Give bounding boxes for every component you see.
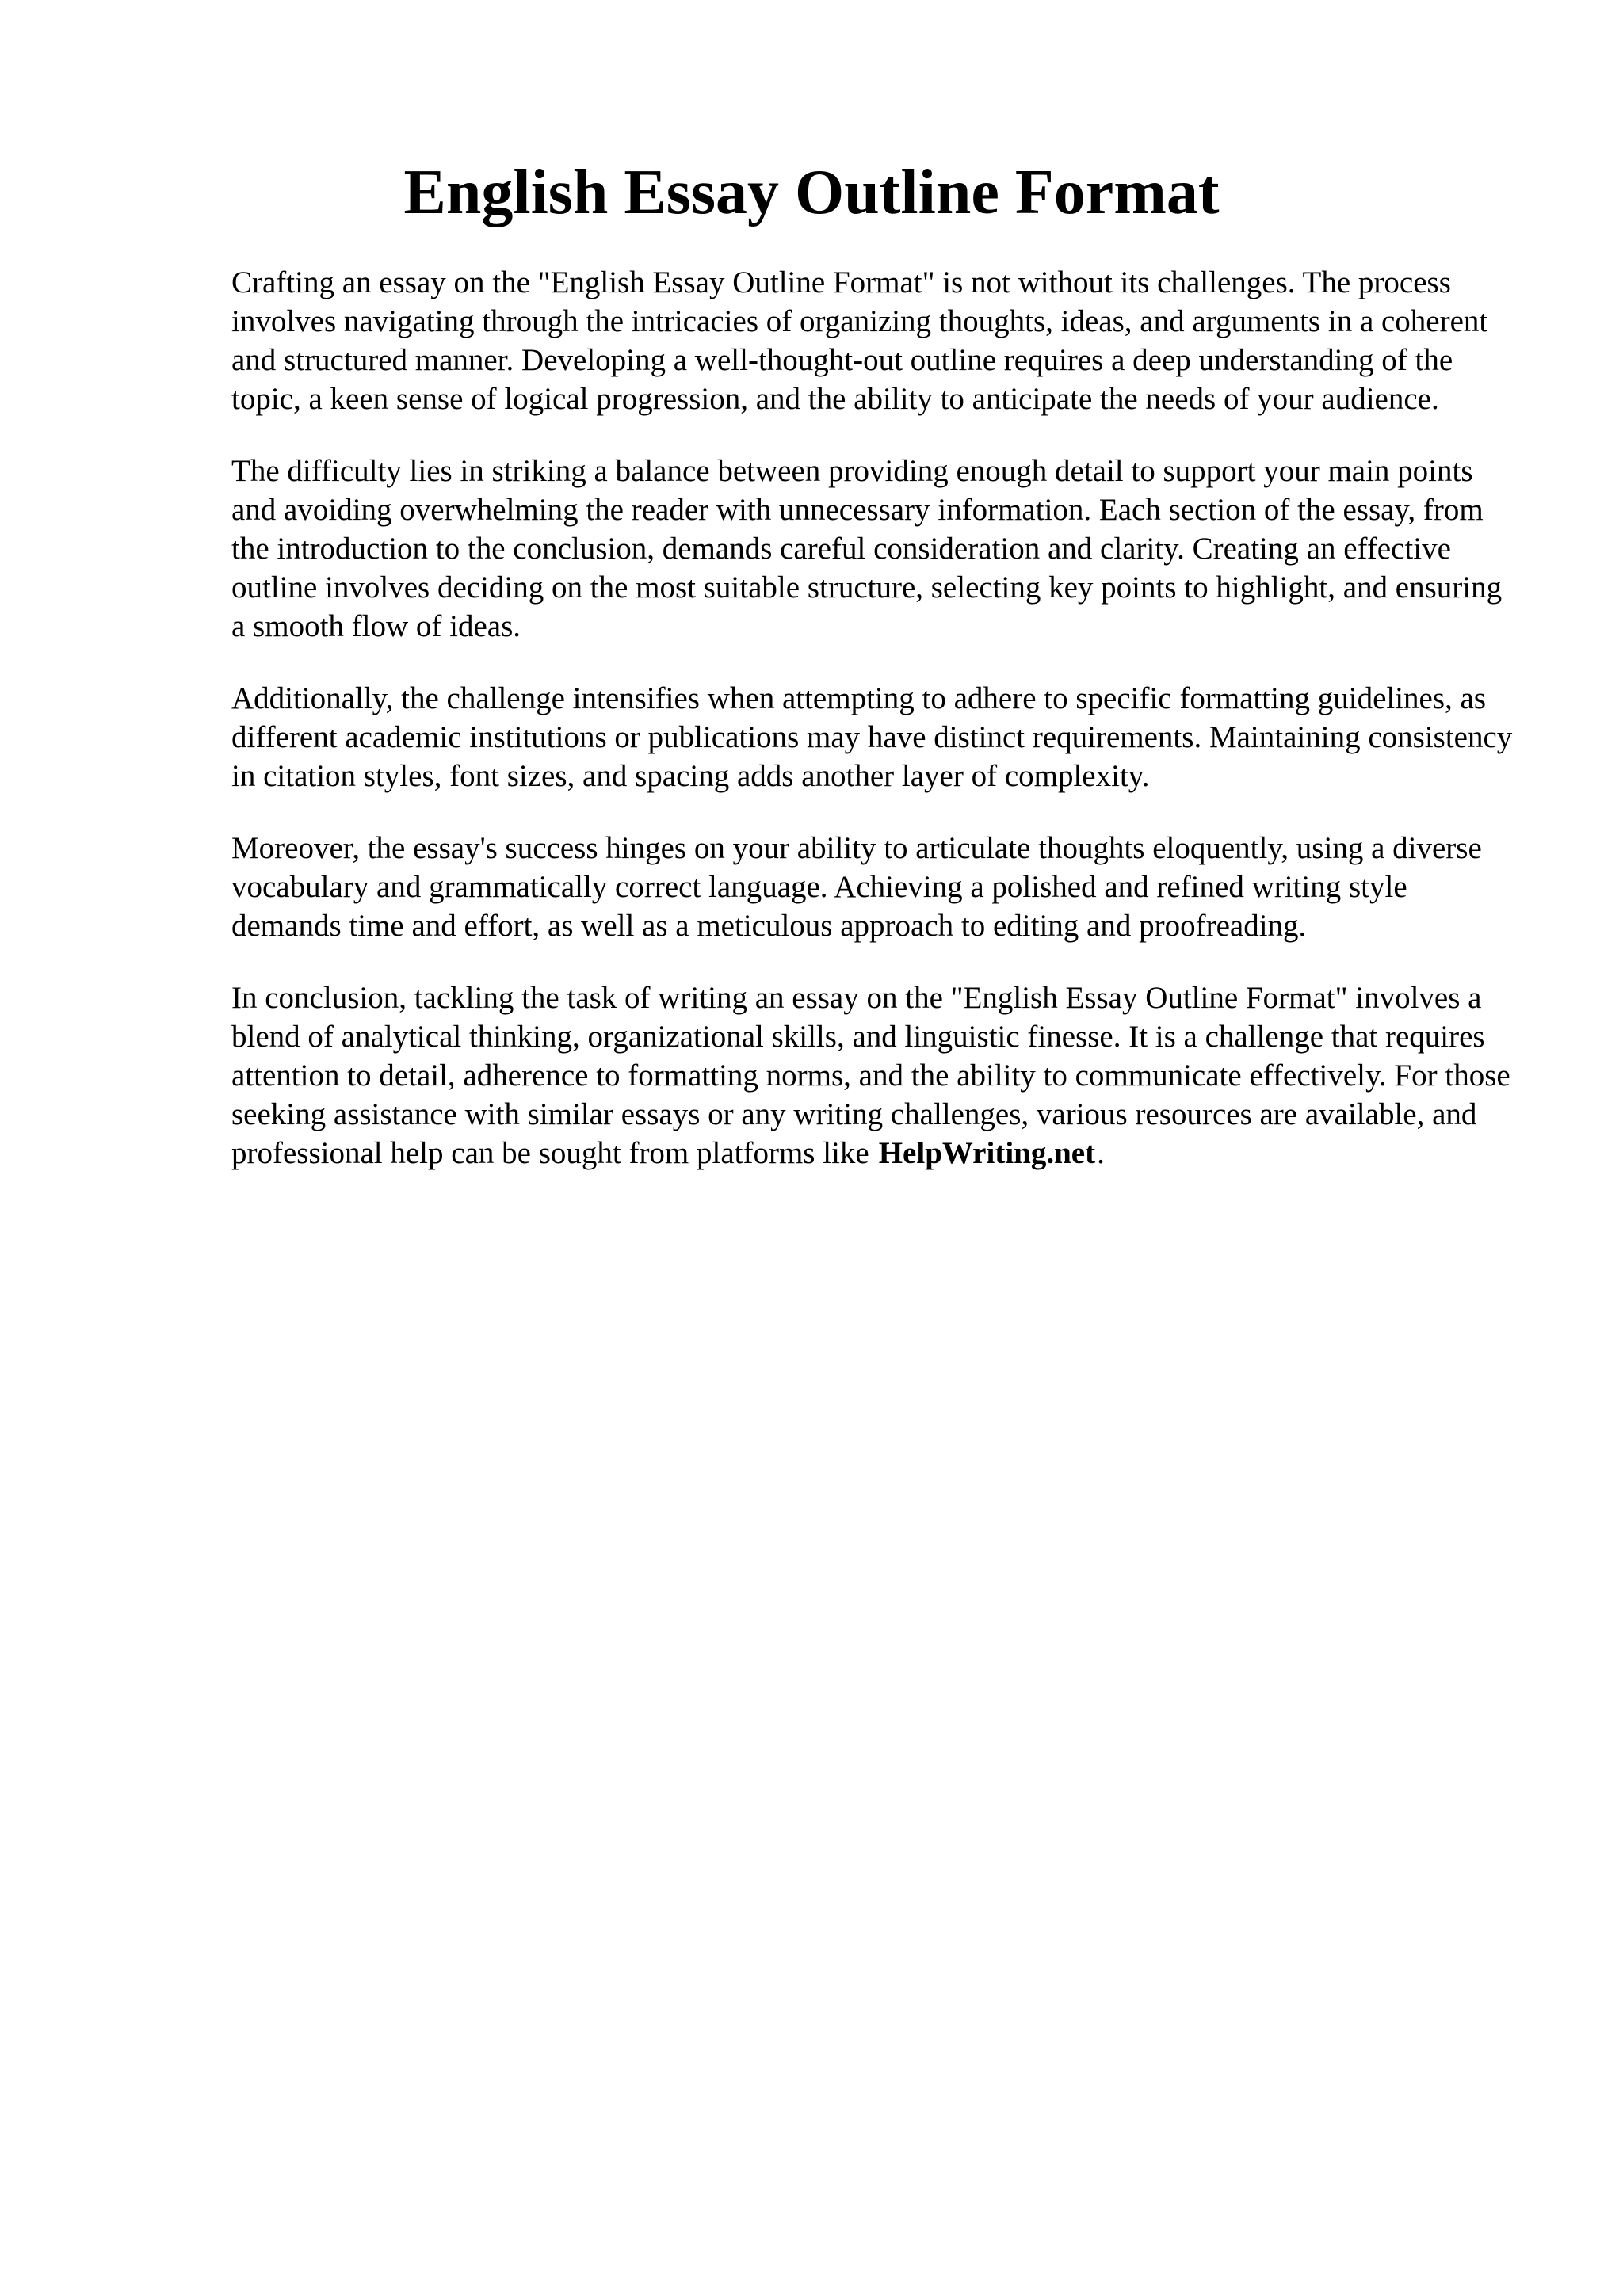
paragraph-2: The difficulty lies in striking a balance between providing enough detail to support your main points and avoiding overwhelming the reader with unnecessary information. Each section of the essay, from the introduction to the conclusion, demands careful consideration and clarity. Creating an effective outline involves deciding on the most suitable structure, selecting key points to highlight, and ensuring a smooth flow of ideas. <box>231 454 1503 643</box>
helpwriting-link[interactable]: HelpWriting.net <box>878 1136 1096 1170</box>
paragraph-3: Additionally, the challenge intensifies when attempting to adhere to specific formatting guidelines, as different academic institutions or publications may have distinct requirements. Maintaining consistency in citation styles, font sizes, and spacing adds another layer of complexity. <box>231 681 1513 793</box>
conclusion-end-punct: . <box>1097 1136 1105 1170</box>
paragraph-conclusion <box>231 978 1515 1173</box>
document-body <box>231 263 1515 1206</box>
document-title: English Essay Outline Format <box>403 158 1220 227</box>
conclusion-text: In conclusion, tackling the task of writing an essay on the "English Essay Outline Format" involves a blend of analytical thinking, organizational skills, and linguistic finesse. It is a challenge that requires attention to detail, adherence to formatting norms, and the ability to communicate effectively. For those seeking assistance with similar essays or any writing challenges, various resources are available, and professional help can be sought from platforms like <box>231 981 1510 1170</box>
paragraph-4: Moreover, the essay's success hinges on your ability to articulate thoughts eloquently, using a diverse vocabulary and grammatically correct language. Achieving a polished and refined writing style demands time and effort, as well as a meticulous approach to editing and proofreading. <box>231 831 1482 943</box>
paragraph-1: Crafting an essay on the "English Essay Outline Format" is not without its challenges. The process involves navigating through the intricacies of organizing thoughts, ideas, and arguments in a coherent and structured manner. Developing a well-thought-out outline requires a deep understanding of the topic, a keen sense of logical progression, and the ability to anticipate the needs of your audience. <box>231 265 1488 416</box>
